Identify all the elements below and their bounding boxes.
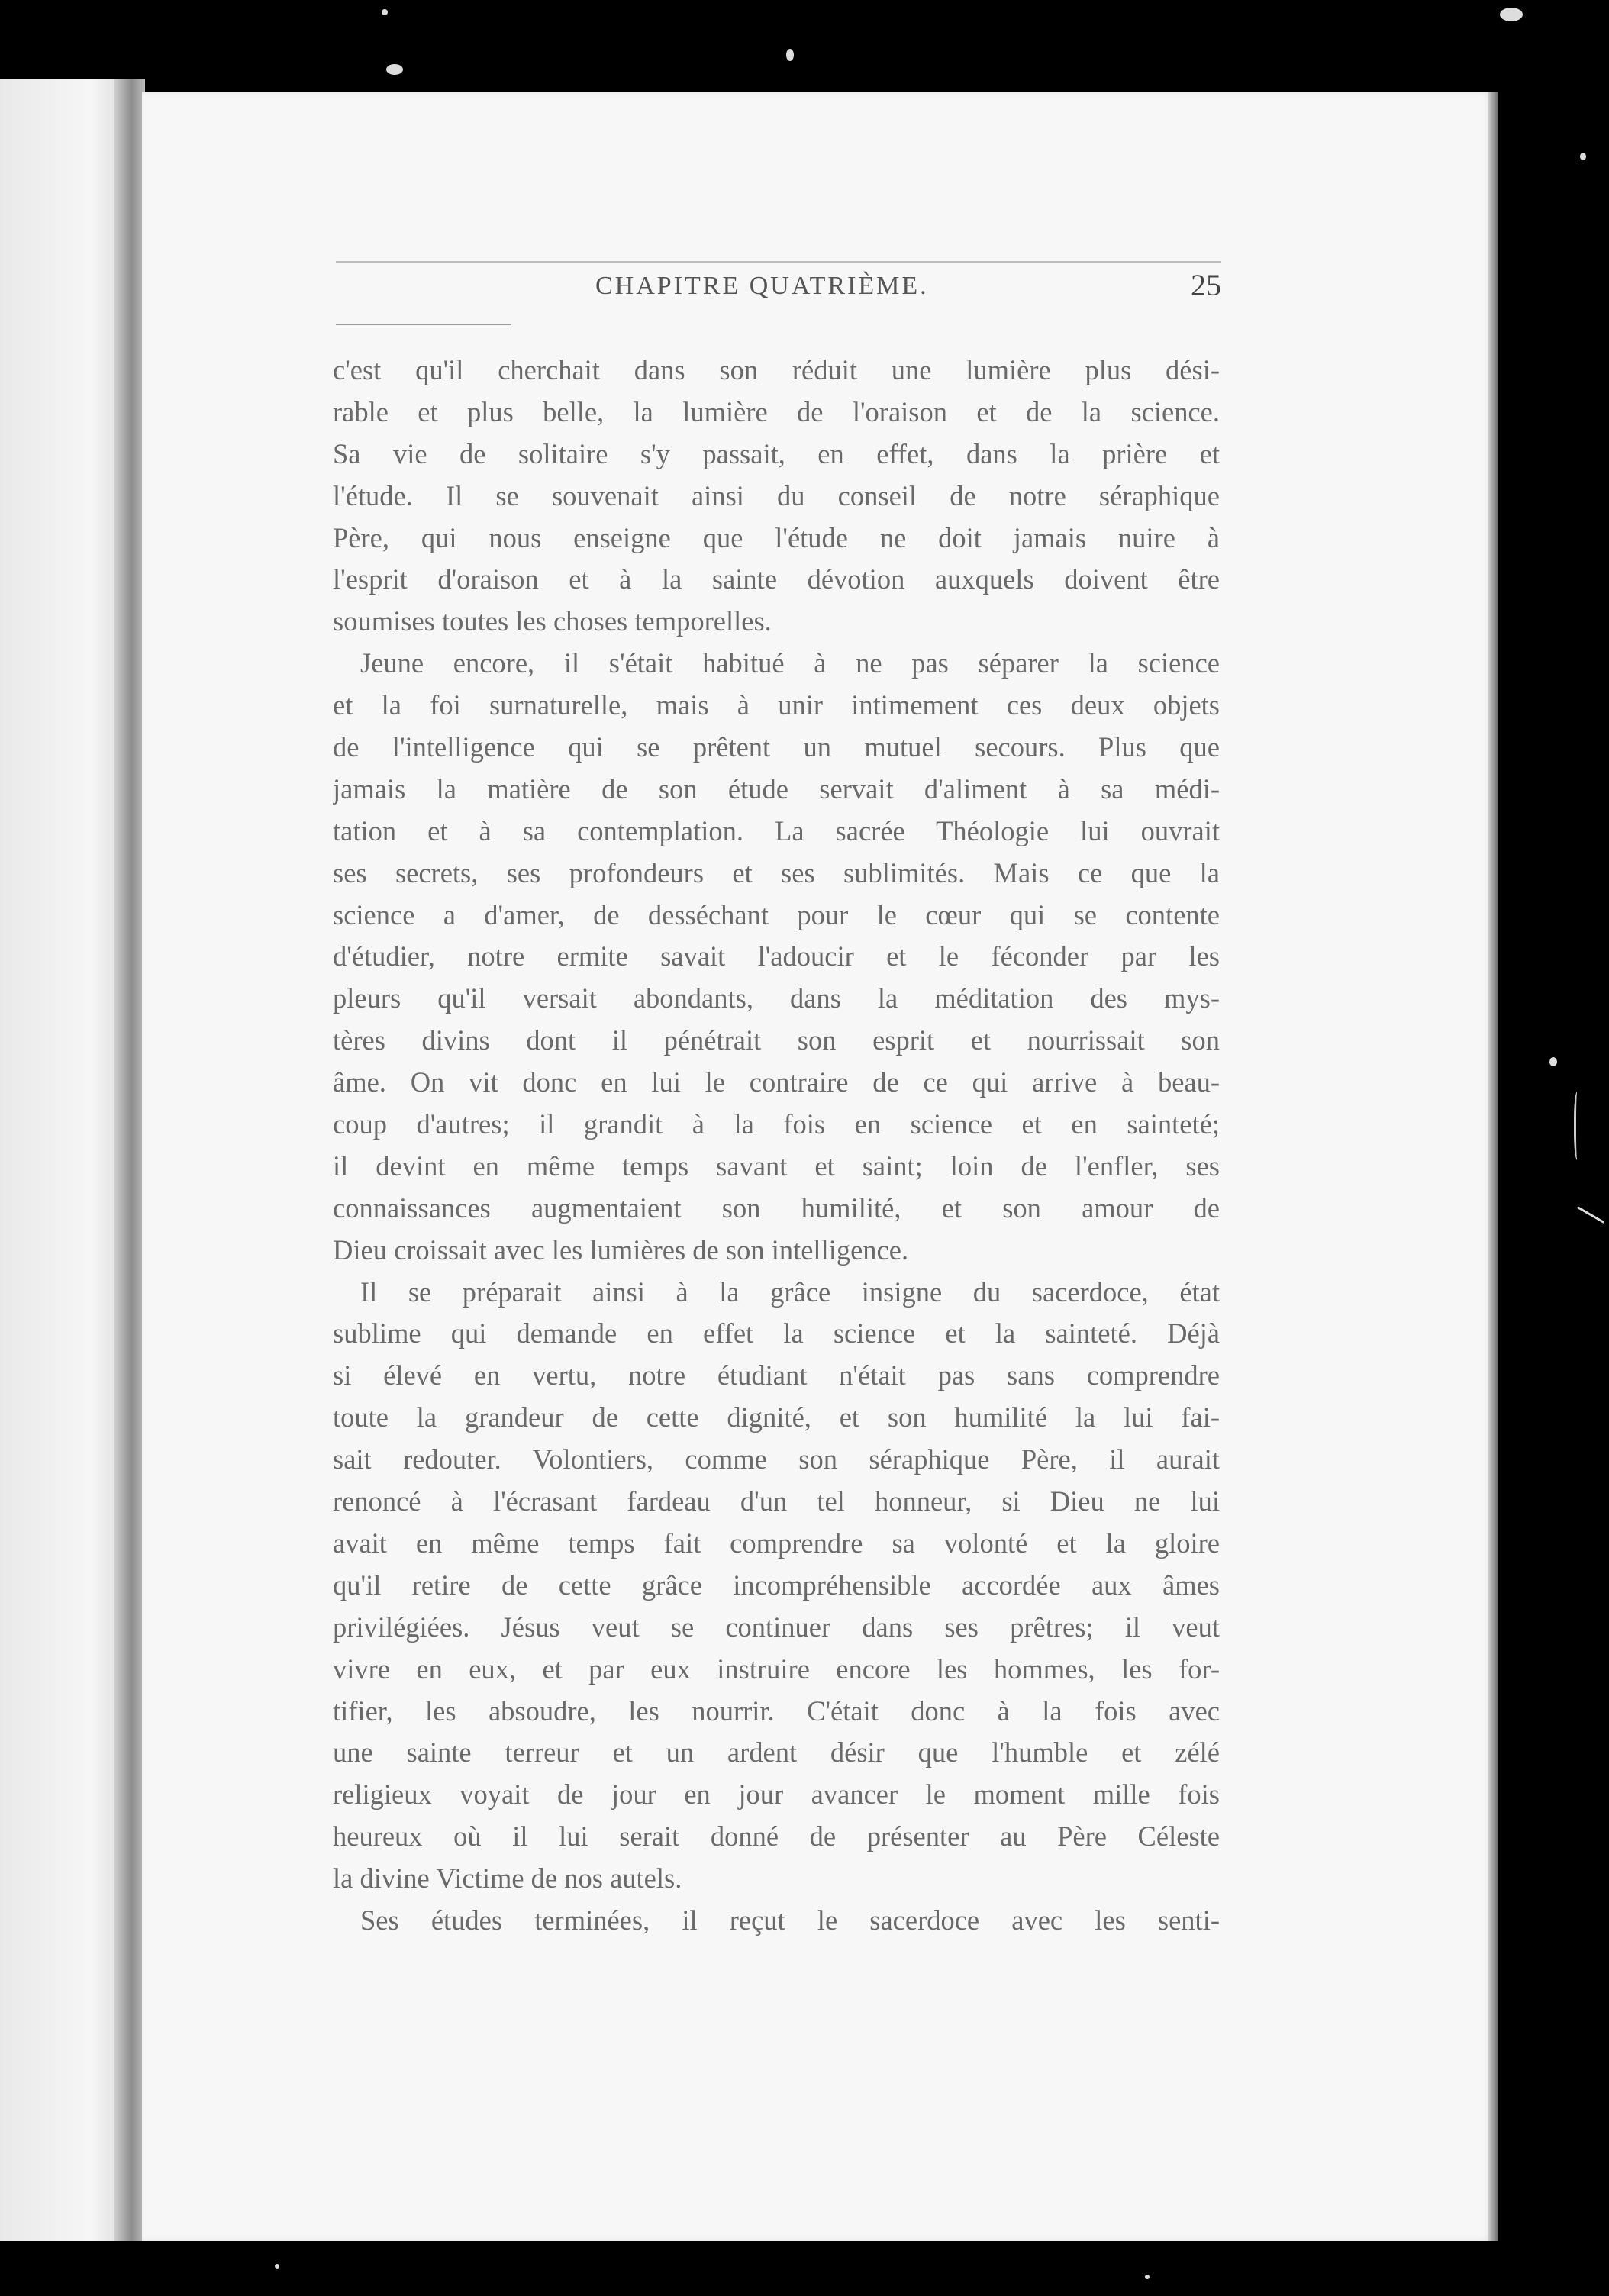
paragraph bbox=[333, 643, 1220, 1271]
scan-speck bbox=[786, 49, 794, 61]
text-line: une sainte terreur et un ardent désir que l'humble et zélé bbox=[333, 1737, 1220, 1769]
paragraph bbox=[333, 1272, 1220, 1900]
text-line: Ses études terminées, il reçut le sacerdoce avec les senti- bbox=[360, 1904, 1220, 1936]
text-line: Sa vie de solitaire s'y passait, en effet, dans la prière et bbox=[333, 437, 1220, 469]
text-line: ses secrets, ses profondeurs et ses sublimités. Mais ce que la bbox=[333, 856, 1220, 888]
text-line: la divine Victime de nos autels. bbox=[333, 1862, 682, 1895]
text-line: toute la grandeur de cette dignité, et son humilité la lui fai- bbox=[333, 1401, 1220, 1433]
running-head-top-rule bbox=[336, 261, 1221, 263]
text-line: soumises toutes les choses temporelles. bbox=[333, 605, 772, 637]
running-head-bottom-rule bbox=[336, 324, 511, 325]
text-line: qu'il retire de cette grâce incompréhensible accordée aux âmes bbox=[333, 1569, 1220, 1601]
adjacent-page-edge bbox=[0, 79, 130, 2241]
page-body-text bbox=[333, 350, 1220, 1942]
text-line: renoncé à l'écrasant fardeau d'un tel honneur, si Dieu ne lui bbox=[333, 1485, 1220, 1517]
text-line: Dieu croissait avec les lumières de son intelligence. bbox=[333, 1233, 909, 1266]
text-line: tation et à sa contemplation. La sacrée Théologie lui ouvrait bbox=[333, 814, 1220, 846]
text-line: l'étude. Il se souvenait ainsi du conseil de notre séraphique bbox=[333, 479, 1220, 511]
text-line: tifier, les absoudre, les nourrir. C'était donc à la fois avec bbox=[333, 1695, 1220, 1727]
book-gutter bbox=[114, 79, 145, 2241]
text-line: âme. On vit donc en lui le contraire de ce qui arrive à beau- bbox=[333, 1066, 1220, 1098]
running-head bbox=[336, 267, 1221, 313]
text-line: connaissances augmentaient son humilité, et son amour de bbox=[333, 1192, 1220, 1224]
text-line: d'étudier, notre ermite savait l'adoucir et le féconder par les bbox=[333, 940, 1220, 972]
text-line: et la foi surnaturelle, mais à unir intimement ces deux objets bbox=[333, 689, 1220, 721]
text-line: tères divins dont il pénétrait son esprit et nourrissait son bbox=[333, 1024, 1220, 1056]
scan-speck bbox=[382, 9, 388, 15]
text-line: c'est qu'il cherchait dans son réduit une lumière plus dési- bbox=[333, 354, 1220, 385]
chapter-title: CHAPITRE QUATRIÈME. bbox=[595, 272, 929, 300]
text-line: avait en même temps fait comprendre sa volonté et la gloire bbox=[333, 1527, 1220, 1559]
text-line: Jeune encore, il s'était habitué à ne pas séparer la science bbox=[360, 647, 1220, 679]
text-line: coup d'autres; il grandit à la fois en science et en sainteté; bbox=[333, 1108, 1220, 1140]
text-line: religieux voyait de jour en jour avancer le moment mille fois bbox=[333, 1778, 1220, 1811]
text-line: si élevé en vertu, notre étudiant n'était pas sans comprendre bbox=[333, 1359, 1220, 1391]
paragraph bbox=[333, 1900, 1220, 1942]
scan-speck bbox=[1574, 1092, 1582, 1160]
page-right-edge bbox=[1488, 92, 1498, 2241]
page-number: 25 bbox=[1191, 268, 1221, 302]
scan-speck bbox=[1500, 8, 1523, 21]
text-line: sait redouter. Volontiers, comme son séraphique Père, il aurait bbox=[333, 1443, 1220, 1475]
text-line: il devint en même temps savant et saint; loin de l'enfler, ses bbox=[333, 1150, 1220, 1182]
text-line: Il se préparait ainsi à la grâce insigne du sacerdoce, état bbox=[360, 1275, 1220, 1308]
scan-speck bbox=[275, 2264, 279, 2269]
scan-speck bbox=[1549, 1057, 1557, 1066]
text-line: sublime qui demande en effet la science et la sainteté. Déjà bbox=[333, 1317, 1220, 1350]
scan-speck bbox=[1577, 1206, 1604, 1224]
text-line: l'esprit d'oraison et à la sainte dévotion auxquels doivent être bbox=[333, 563, 1220, 595]
scan-speck bbox=[386, 64, 403, 75]
text-line: de l'intelligence qui se prêtent un mutuel secours. Plus que bbox=[333, 731, 1220, 763]
paragraph bbox=[333, 350, 1220, 643]
text-line: jamais la matière de son étude servait d'aliment à sa médi- bbox=[333, 772, 1220, 805]
text-line: privilégiées. Jésus veut se continuer dans ses prêtres; il veut bbox=[333, 1611, 1220, 1643]
text-line: rable et plus belle, la lumière de l'oraison et de la science. bbox=[333, 395, 1220, 427]
text-line: science a d'amer, de desséchant pour le cœur qui se contente bbox=[333, 898, 1220, 930]
text-line: pleurs qu'il versait abondants, dans la méditation des mys- bbox=[333, 982, 1220, 1014]
text-line: vivre en eux, et par eux instruire encore les hommes, les for- bbox=[333, 1653, 1220, 1685]
scan-speck bbox=[1580, 153, 1586, 160]
text-line: Père, qui nous enseigne que l'étude ne doit jamais nuire à bbox=[333, 521, 1220, 553]
scan-speck bbox=[1145, 2275, 1150, 2279]
text-line: heureux où il lui serait donné de présenter au Père Céleste bbox=[333, 1820, 1220, 1853]
